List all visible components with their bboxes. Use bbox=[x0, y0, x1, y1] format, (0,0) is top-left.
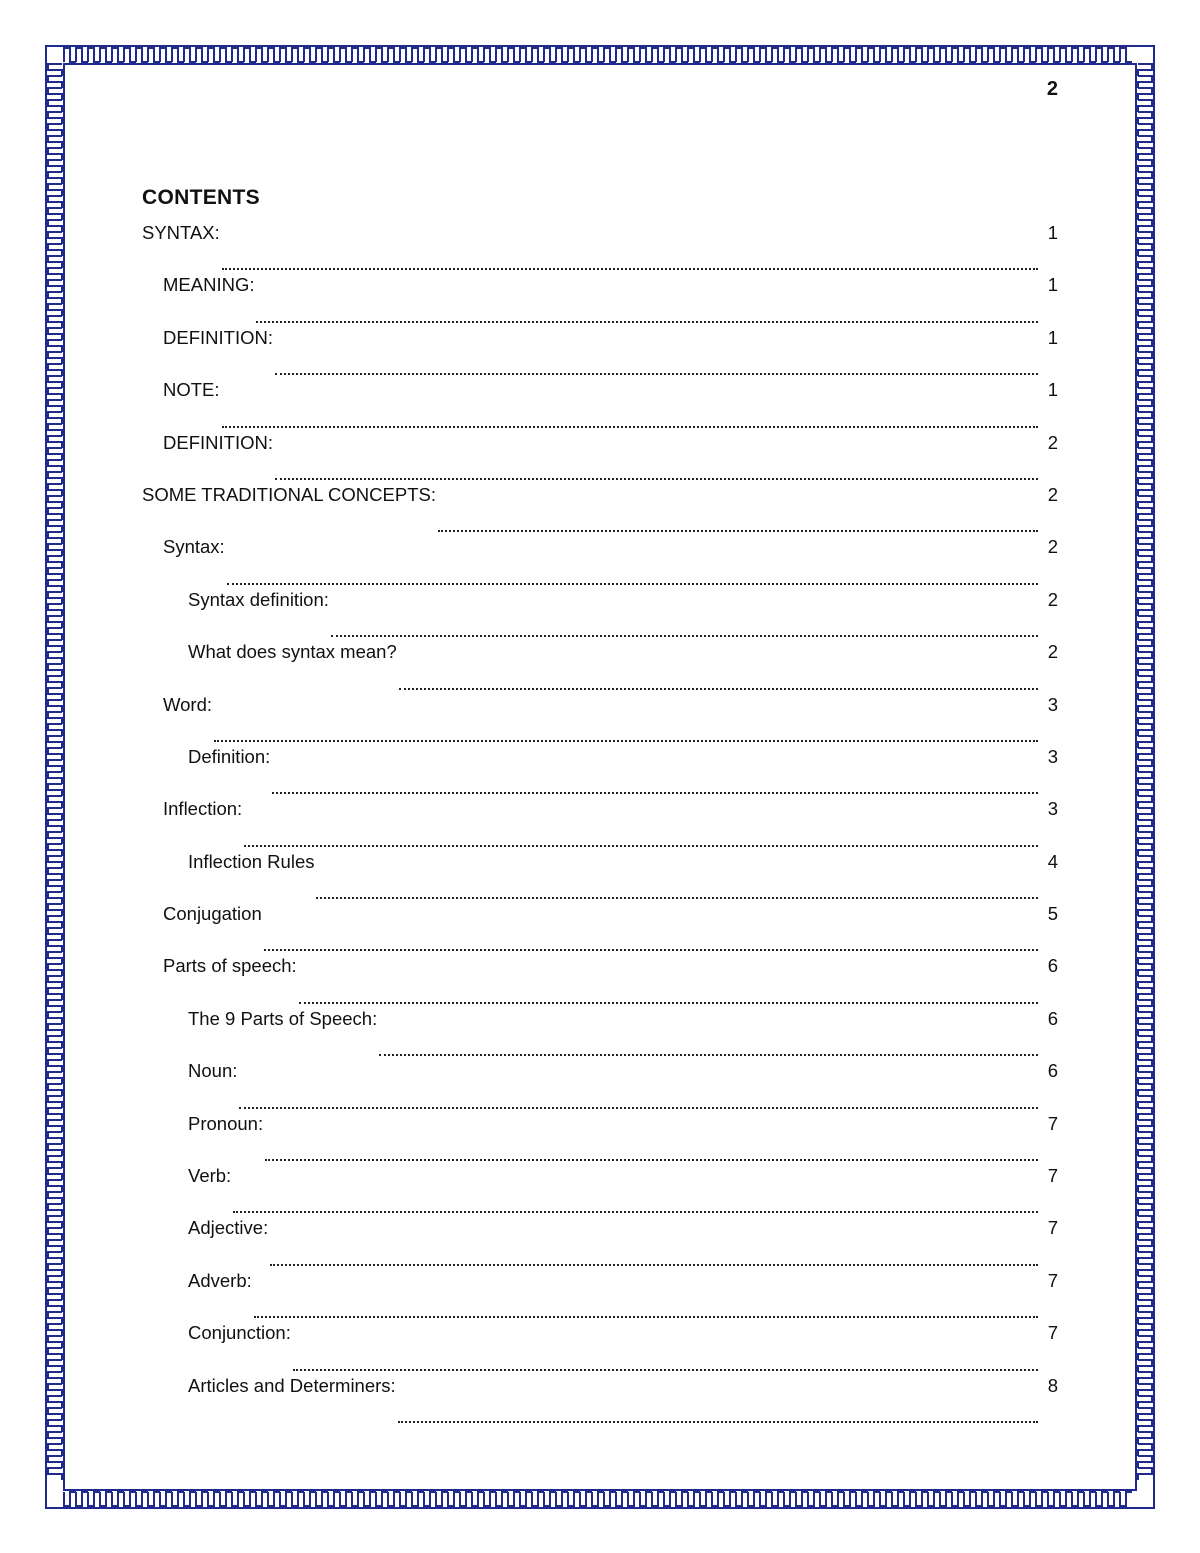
toc-entry-label: Pronoun: bbox=[188, 1112, 264, 1134]
toc-entry-label: DEFINITION: bbox=[163, 326, 273, 348]
page-number: 2 bbox=[1046, 78, 1058, 100]
toc-entry-label: Inflection: bbox=[163, 798, 243, 820]
toc-entry-page: 7 bbox=[1047, 1112, 1058, 1134]
dot-leader bbox=[438, 530, 1038, 532]
dot-leader bbox=[399, 688, 1038, 690]
dot-leader bbox=[222, 426, 1038, 428]
table-of-contents bbox=[142, 222, 1058, 1427]
dot-leader bbox=[270, 1264, 1038, 1266]
toc-entry-page: 7 bbox=[1047, 1217, 1058, 1239]
toc-entry-page: 7 bbox=[1047, 1322, 1058, 1344]
toc-entry[interactable] bbox=[142, 798, 1058, 850]
toc-entry-label: NOTE: bbox=[163, 379, 220, 401]
dot-leader bbox=[272, 792, 1038, 794]
dot-leader bbox=[233, 1211, 1038, 1213]
dot-leader bbox=[299, 1002, 1038, 1004]
dot-leader bbox=[227, 583, 1038, 585]
toc-entry-page: 7 bbox=[1047, 1165, 1058, 1187]
toc-entry-page: 1 bbox=[1047, 222, 1058, 243]
toc-entry-label: Inflection Rules bbox=[188, 850, 315, 872]
toc-entry-label: Syntax definition: bbox=[188, 588, 329, 610]
toc-entry-page: 8 bbox=[1047, 1374, 1058, 1396]
toc-entry-page: 2 bbox=[1047, 588, 1058, 610]
toc-entry-page: 2 bbox=[1047, 431, 1058, 453]
toc-entry-label: Syntax: bbox=[163, 536, 225, 558]
dot-leader bbox=[265, 1159, 1038, 1161]
toc-entry[interactable] bbox=[142, 327, 1058, 379]
toc-entry-page: 6 bbox=[1047, 955, 1058, 977]
dot-leader bbox=[264, 949, 1038, 951]
dot-leader bbox=[256, 321, 1038, 323]
toc-entry-page: 3 bbox=[1047, 693, 1058, 715]
toc-entry-page: 5 bbox=[1047, 903, 1058, 925]
toc-entry[interactable] bbox=[142, 1322, 1058, 1374]
border-meander-segment bbox=[1138, 64, 1152, 1480]
toc-entry-page: 2 bbox=[1047, 483, 1058, 505]
toc-entry[interactable] bbox=[142, 1113, 1058, 1165]
toc-entry-label: Definition: bbox=[188, 745, 271, 767]
toc-entry-label: Parts of speech: bbox=[163, 955, 297, 977]
toc-entry[interactable] bbox=[142, 746, 1058, 798]
toc-entry[interactable] bbox=[142, 694, 1058, 746]
border-meander-segment bbox=[48, 64, 62, 1480]
toc-entry[interactable] bbox=[142, 641, 1058, 693]
toc-entry[interactable] bbox=[142, 1217, 1058, 1269]
border-meander-segment bbox=[64, 1492, 1132, 1506]
dot-leader bbox=[316, 897, 1038, 899]
toc-entry-label: Word: bbox=[163, 693, 213, 715]
toc-entry-label: MEANING: bbox=[163, 274, 255, 296]
border-meander-segment bbox=[64, 48, 1132, 62]
toc-entry[interactable] bbox=[142, 589, 1058, 641]
dot-leader bbox=[275, 478, 1038, 480]
toc-entry-page: 6 bbox=[1047, 1060, 1058, 1082]
toc-entry-page: 2 bbox=[1047, 536, 1058, 558]
toc-entry-label: Adjective: bbox=[188, 1217, 269, 1239]
toc-entry[interactable] bbox=[142, 379, 1058, 431]
dot-leader bbox=[214, 740, 1038, 742]
toc-entry[interactable] bbox=[142, 222, 1058, 274]
dot-leader bbox=[239, 1107, 1038, 1109]
toc-entry-label: What does syntax mean? bbox=[188, 641, 397, 663]
dot-leader bbox=[398, 1421, 1038, 1423]
toc-entry[interactable] bbox=[142, 484, 1058, 536]
toc-entry-page: 1 bbox=[1047, 274, 1058, 296]
toc-entry-label: DEFINITION: bbox=[163, 431, 273, 453]
toc-entry[interactable] bbox=[142, 274, 1058, 326]
toc-entry-page: 4 bbox=[1047, 850, 1058, 872]
toc-entry[interactable] bbox=[142, 903, 1058, 955]
toc-entry-label: Adverb: bbox=[188, 1269, 252, 1291]
toc-entry-page: 6 bbox=[1047, 1007, 1058, 1029]
toc-entry[interactable] bbox=[142, 1008, 1058, 1060]
toc-entry-page: 3 bbox=[1047, 745, 1058, 767]
dot-leader bbox=[379, 1054, 1038, 1056]
toc-entry-label: SYNTAX: bbox=[142, 222, 220, 243]
dot-leader bbox=[254, 1316, 1038, 1318]
toc-entry[interactable] bbox=[142, 432, 1058, 484]
toc-entry-label: The 9 Parts of Speech: bbox=[188, 1007, 378, 1029]
toc-entry-label: Conjugation bbox=[163, 903, 262, 925]
toc-entry-page: 3 bbox=[1047, 798, 1058, 820]
toc-entry[interactable] bbox=[142, 1165, 1058, 1217]
toc-title: CONTENTS bbox=[142, 186, 260, 209]
toc-entry-label: Conjunction: bbox=[188, 1322, 291, 1344]
toc-entry-label: Noun: bbox=[188, 1060, 238, 1082]
toc-entry[interactable] bbox=[142, 1375, 1058, 1427]
toc-entry-page: 1 bbox=[1047, 379, 1058, 401]
dot-leader bbox=[293, 1369, 1038, 1371]
toc-entry[interactable] bbox=[142, 1060, 1058, 1112]
toc-entry-label: SOME TRADITIONAL CONCEPTS: bbox=[142, 483, 436, 505]
dot-leader bbox=[275, 373, 1038, 375]
toc-entry[interactable] bbox=[142, 536, 1058, 588]
toc-entry-label: Articles and Determiners: bbox=[188, 1374, 396, 1396]
dot-leader bbox=[244, 845, 1038, 847]
toc-entry-page: 1 bbox=[1047, 326, 1058, 348]
dot-leader bbox=[222, 268, 1038, 270]
toc-entry[interactable] bbox=[142, 955, 1058, 1007]
toc-entry-page: 7 bbox=[1047, 1269, 1058, 1291]
toc-entry[interactable] bbox=[142, 851, 1058, 903]
toc-entry-label: Verb: bbox=[188, 1165, 232, 1187]
toc-entry-page: 2 bbox=[1047, 641, 1058, 663]
dot-leader bbox=[331, 635, 1038, 637]
toc-entry[interactable] bbox=[142, 1270, 1058, 1322]
